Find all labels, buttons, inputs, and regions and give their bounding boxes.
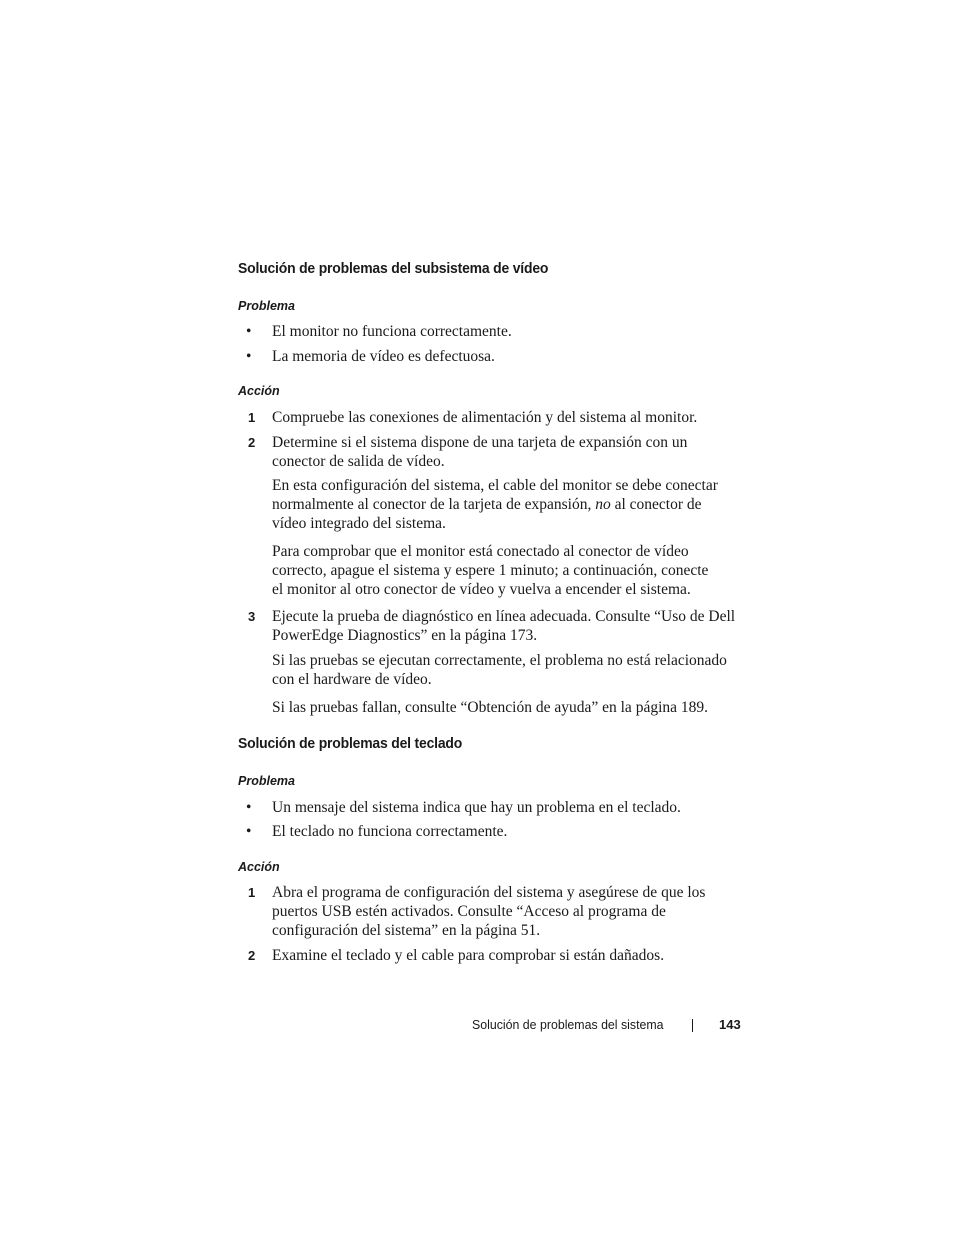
step-line: Ejecute la prueba de diagnóstico en línea adecuada. Consulte “Uso de Dell — [272, 608, 736, 625]
paragraph-line — [272, 495, 742, 514]
bullet-marker: • — [246, 348, 252, 365]
footer-separator — [692, 1019, 693, 1032]
action-heading-video: Acción — [238, 384, 280, 398]
problem-heading-video: Problema — [238, 299, 295, 313]
emphasis-text: no — [595, 496, 611, 513]
step-text-video-3 — [272, 607, 742, 645]
problem-item-video-2: La memoria de vídeo es defectuosa. — [272, 348, 495, 365]
step-3-paragraph-1 — [272, 651, 742, 689]
problem-item-keyboard-2: El teclado no funciona correctamente. — [272, 823, 508, 840]
section-title-keyboard: Solución de problemas del teclado — [238, 735, 463, 752]
step-text-keyboard-2: Examine el teclado y el cable para comprobar si están dañados. — [272, 947, 665, 964]
step-number: 1 — [248, 410, 256, 425]
paragraph-line: Si las pruebas se ejecutan correctamente, el problema no está relacionado — [272, 652, 727, 669]
problem-item-keyboard-1: Un mensaje del sistema indica que hay un problema en el teclado. — [272, 799, 681, 816]
step-line: Determine si el sistema dispone de una tarjeta de expansión con un — [272, 434, 688, 451]
paragraph-line: vídeo integrado del sistema. — [272, 515, 446, 532]
step-2-paragraph-2 — [272, 542, 742, 599]
step-2-paragraph-1 — [272, 476, 742, 533]
step-text-keyboard-1 — [272, 883, 742, 940]
bullet-marker: • — [246, 799, 252, 816]
section-title-video: Solución de problemas del subsistema de vídeo — [238, 260, 549, 277]
paragraph-line: Para comprobar que el monitor está conectado al conector de vídeo — [272, 543, 689, 560]
step-line: PowerEdge Diagnostics” en la página 173. — [272, 627, 538, 644]
paragraph-line: En esta configuración del sistema, el cable del monitor se debe conectar — [272, 477, 718, 494]
action-heading-keyboard: Acción — [238, 860, 280, 874]
step-line: puertos USB estén activados. Consulte “Acceso al programa de — [272, 903, 666, 920]
step-text-video-2 — [272, 433, 742, 471]
step-number: 2 — [248, 435, 256, 450]
text-run: normalmente al conector de la tarjeta de expansión, — [272, 496, 592, 513]
paragraph-line: el monitor al otro conector de vídeo y vuelva a encender el sistema. — [272, 581, 691, 598]
step-line: configuración del sistema” en la página 51. — [272, 922, 541, 939]
step-line: conector de salida de vídeo. — [272, 453, 445, 470]
step-number: 3 — [248, 609, 256, 624]
paragraph-line: con el hardware de vídeo. — [272, 671, 432, 688]
step-3-paragraph-2: Si las pruebas fallan, consulte “Obtención de ayuda” en la página 189. — [272, 699, 709, 716]
page-number: 143 — [719, 1017, 741, 1032]
step-number: 2 — [248, 948, 256, 963]
step-number: 1 — [248, 885, 256, 900]
paragraph-line: correcto, apague el sistema y espere 1 minuto; a continuación, conecte — [272, 562, 709, 579]
footer-chapter-title: Solución de problemas del sistema — [472, 1017, 664, 1032]
step-line: Abra el programa de configuración del sistema y asegúrese de que los — [272, 884, 706, 901]
text-run: al conector de — [614, 496, 702, 513]
problem-heading-keyboard: Problema — [238, 774, 295, 788]
bullet-marker: • — [246, 323, 252, 340]
bullet-marker: • — [246, 823, 252, 840]
problem-item-video-1: El monitor no funciona correctamente. — [272, 323, 512, 340]
step-text-video-1: Compruebe las conexiones de alimentación y del sistema al monitor. — [272, 409, 698, 426]
